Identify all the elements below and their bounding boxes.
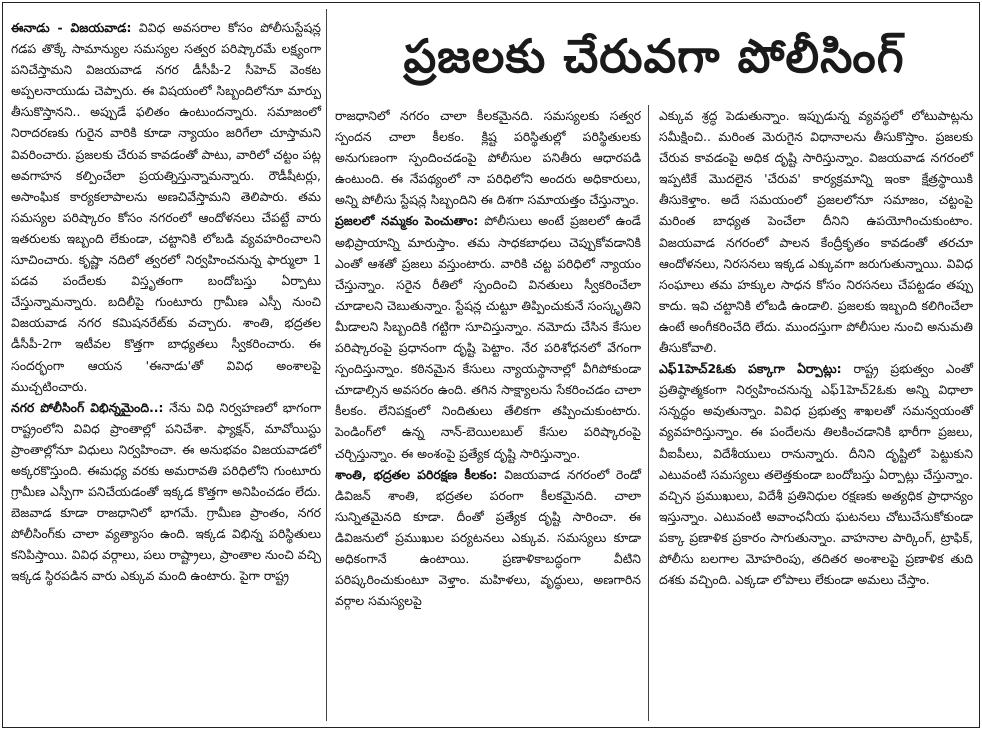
paragraph-text: విజయవాడ నగరంలో రెండో డివిజన్ శాంతి, భద్రతల పరంగా కీలకమైనది. చాలా సున్నితమైనది కూడా. దీంతో ప్రత్యేక దృష్టి సారించా. ఈ డివిజనులో ప్రముఖుల పర్యటనలు ఎక్కువ. సమస్యలు కూడా అధికంగానే ఉంటాయి. ప్రణాళికాబద్ధంగా వీటిని పరిష్కరించుకుంటూ వెళ్తాం. మహిళలు, వృద్ధులు, అణగారిన వర్గాల సమస్యలపై	[335, 466, 641, 609]
subheading: ఎఫ్‌1హెచ్‌2ఓకు పక్కాగా ఏర్పాట్లు:	[659, 361, 842, 377]
column-3	[659, 105, 973, 590]
dateline: ఈనాడు - విజయవాడ:	[11, 20, 132, 35]
column-rule-2	[648, 105, 649, 721]
paragraph-text: వివిధ అవసరాల కోసం పోలీసుస్టేషన్ల గడప తొక్కే సామాన్యుల సమస్యల సత్వర పరిష్కారమే లక్ష్యంగా పనిచేస్తామని విజయవాడ నగర డీసీపీ-2 సీహెచ్ వెంకట అప్పలనాయుడు చెప్పారు. ఈ విషయంలో సిబ్బందిలోనూ మార్పు తీసుకొస్తానని.. అప్పుడే ఫలితం ఉంటుందన్నారు. సమాజంలో నిరాదరణకు గురైన వారికి కూడా న్యాయం జరిగేలా చూస్తామని వివరించారు. ప్రజలకు చేరువ కావడంతో పాటు, వారిలో చట్టం పట్ల అవగాహన కల్పించేలా ప్రయత్నిస్తున్నామన్నారు. రౌడీషీటర్లు, అసాంఘిక కార్యకలాపాలను అణచివేస్తామని తెలిపారు. తమ సమస్యల పరిష్కారం కోసం నగరంలో ఆందోళనలు చేపట్టే వారు ఇతరులకు ఇబ్బంది లేకుండా, చట్టానికి లోబడి వ్యవహరించాలని సూచించారు. కృష్ణా నదిలో త్వరలో నిర్వహించనున్న ఫార్ములా 1 పడవ పందేలకు విస్తృతంగా బందోబస్తు ఏర్పాటు చేస్తున్నామన్నారు. బదిలీపై గుంటూరు గ్రామీణ ఎస్పీ నుంచి విజయవాడ నగర కమిషనరేట్‌కు వచ్చారు. శాంతి, భద్రతల డీసీపీ-2గా ఇటీవల కొత్తగా బాధ్యతలు స్వీకరించారు. ఈ సందర్భంగా ఆయన 'ఈనాడు'తో వివిధ అంశాలపై ముచ్చటించారు.	[11, 20, 321, 394]
column-rule-1	[326, 9, 327, 721]
paragraph	[11, 17, 321, 397]
headline: ప్రజలకు చేరువగా పోలీసింగ్	[403, 29, 905, 83]
subheading: ప్రజలలో నమ్మకం పెంచుతాం:	[335, 213, 479, 229]
paragraph	[11, 397, 321, 587]
newspaper-clipping	[2, 2, 980, 728]
subheading: శాంతి, భద్రతల పరిరక్షణ కీలకం:	[335, 466, 498, 482]
subheading: నగర పోలీసింగ్ విభిన్నమైంది..:	[11, 399, 164, 415]
paragraph-text: రాష్ట్ర ప్రభుత్వం ఎంతో ప్రతిష్ఠాత్మకంగా నిర్వహించనున్న ఎఫ్1హెచ్‌2ఓకు అన్ని విధాలా సన్నద్ధం అవుతున్నాం. వివిధ ప్రభుత్వ శాఖలతో సమన్వయంతో వ్యవహరిస్తున్నాం. ఈ పందేలను తిలకించడానికి భారీగా ప్రజలు, వీఐపీలు, విదేశీయులు రానున్నారు. దీనిని దృష్టిలో పెట్టుకుని ఎటువంటి సమస్యలు తలెత్తకుండా బందోబస్తు ఏర్పాట్లు చేస్తున్నాం. వచ్చిన ప్రముఖులు, విదేశీ ప్రతినిధుల రక్షణకు అత్యధిక ప్రాధాన్యం ఇస్తున్నాం. ఎటువంటి అవాంఛనీయ ఘటనలు చోటుచేసుకోకుండా పక్కా ప్రణాళిక ప్రకారం సాగుతున్నాం. వాహనాల పార్కింగ్, ట్రాఫిక్, పోలీసు బలగాల మోహరింపు, తదితర అంశాలపై ప్రణాళిక తుది దశకు వచ్చింది. ఎక్కడా లోపాలు లేకుండా అమలు చేస్తాం.	[659, 361, 973, 588]
paragraph	[659, 358, 973, 590]
paragraph	[335, 210, 641, 463]
paragraph	[335, 464, 641, 612]
paragraph-text: పోలీసులు అంటే ప్రజలలో ఉండే అభిప్రాయాన్ని మారుస్తాం. తమ సాధకబాధలు చెప్పుకోవడానికి ఎంతో ఆశతో ప్రజలు వస్తుంటారు. వారికి చట్ట పరిధిలో న్యాయం చేస్తున్నాం. సరైన రీతిలో స్పందించి వినతులు స్వీకరించేలా చూడాలని చెబుతున్నాం. స్టేషన్ల చుట్టూ తిప్పించుకునే సంస్కృతిని మీడాలని సిబ్బందికి గట్టిగా సూచిస్తున్నాం. నమోదు చేసిన కేసుల పరిష్కారంపై ప్రధానంగా దృష్టి పెట్టాం. నేర పరిశోధనలో వేగంగా స్పందిస్తున్నాం. కఠినమైన కేసులు న్యాయస్థానాల్లో వీగిపోకుండా చూడాల్సిన అవసరం ఉంది. తగిన సాక్ష్యాలను సేకరించడం చాలా కీలకం. లేనిపక్షంలో నిందితులు తేలికగా తప్పించుకుంటారు. పెండింగ్‌లో ఉన్న నాన్-బెయిలబుల్ కేసుల పరిష్కారంపై చర్చిస్తున్నాం. ఈ అంశంపై ప్రత్యేక దృష్టి సారిస్తున్నాం.	[335, 213, 641, 461]
column-1	[11, 17, 321, 587]
column-2	[335, 105, 641, 611]
paragraph-text: రాజధానిలో నగరం చాలా కీలకమైనది. సమస్యలకు సత్వర స్పందన చాలా కీలకం. క్లిష్ట పరిస్థితుల్లో పరిస్థితులకు అనుగుణంగా స్పందించడంపై పోలీసుల పనితీరు ఆధారపడి ఉంటుంది. ఈ నేపథ్యంలో నా పరిధిలోని అందరు అధికారులు, అన్ని పోలీసు స్టేషన్ల సిబ్బందిని ఈ దిశగా సమాయత్తం చేస్తున్నాం.	[335, 108, 641, 208]
paragraph-text: నేను విధి నిర్వహణలో భాగంగా రాష్ట్రంలోని వివిధ ప్రాంతాల్లో పనిచేశా. ఫ్యాక్షన్, మావోయిస్టు ప్రాంతాల్లోనూ విధులు నిర్వహించా. ఈ అనుభవం విజయవాడలో అక్కరకొస్తుంది. ఈమధ్య వరకు అమరావతి పరిధిలోని గుంటూరు గ్రామీణ ఎస్పీగా పనిచేయడంతో ఇక్కడ కొత్తగా అనిపించడం లేదు. బెజవాడ కూడా రాజధానిలో భాగమే. గ్రామీణ ప్రాంతం, నగర పోలీసింగ్‌కు చాలా వ్యత్యాసం ఉంది. ఇక్కడ విభిన్న పరిస్థితులు కనిపిస్తాయి. వివిధ వర్గాలు, పలు రాష్ట్రాలు, ప్రాంతాల నుంచి వచ్చి ఇక్కడ స్థిరపడిన వారు ఎక్కువ మంది ఉంటారు. పైగా రాష్ట్ర	[11, 399, 322, 584]
paragraph-text: ఎక్కువ శ్రద్ధ పెడుతున్నాం. ఇప్పుడున్న వ్యవస్థలో లోటుపాట్లను సమీక్షించి.. మరింత మెరుగైన విధానాలను తీసుకొస్తాం. ప్రజలకు చేరువ కావడంపై అధిక దృష్టి సారిస్తున్నాం. విజయవాడ నగరంలో ఇప్పటికే మొదలైన 'చేరువ' కార్యక్రమాన్ని ఇంకా క్షేత్రస్థాయికి తీసుకెళ్తాం. అదే సమయంలో ప్రజలలోనూ సమాజం, చట్టంపై మరింత బాధ్యత పెంచేలా దీనిని ఉపయోగించుకుంటాం. విజయవాడ నగరంలో పాలన కేంద్రీకృతం కావడంతో తరచూ ఆందోళనలు, నిరసనలు ఇక్కడ ఎక్కువగా జరుగుతున్నాయి. వివిధ సంఘాలు తమ హక్కుల సాధన కోసం నిరసనలు చేపట్టడం తప్పు కాదు. ఇవి చట్టానికి లోబడి ఉండాలి. ప్రజలకు ఇబ్బంది కలిగించేలా ఉంటే అంగీకరించేది లేదు. ముందస్తుగా పోలీసుల నుంచి అనుమతి తీసుకోవాలి.	[659, 108, 973, 356]
